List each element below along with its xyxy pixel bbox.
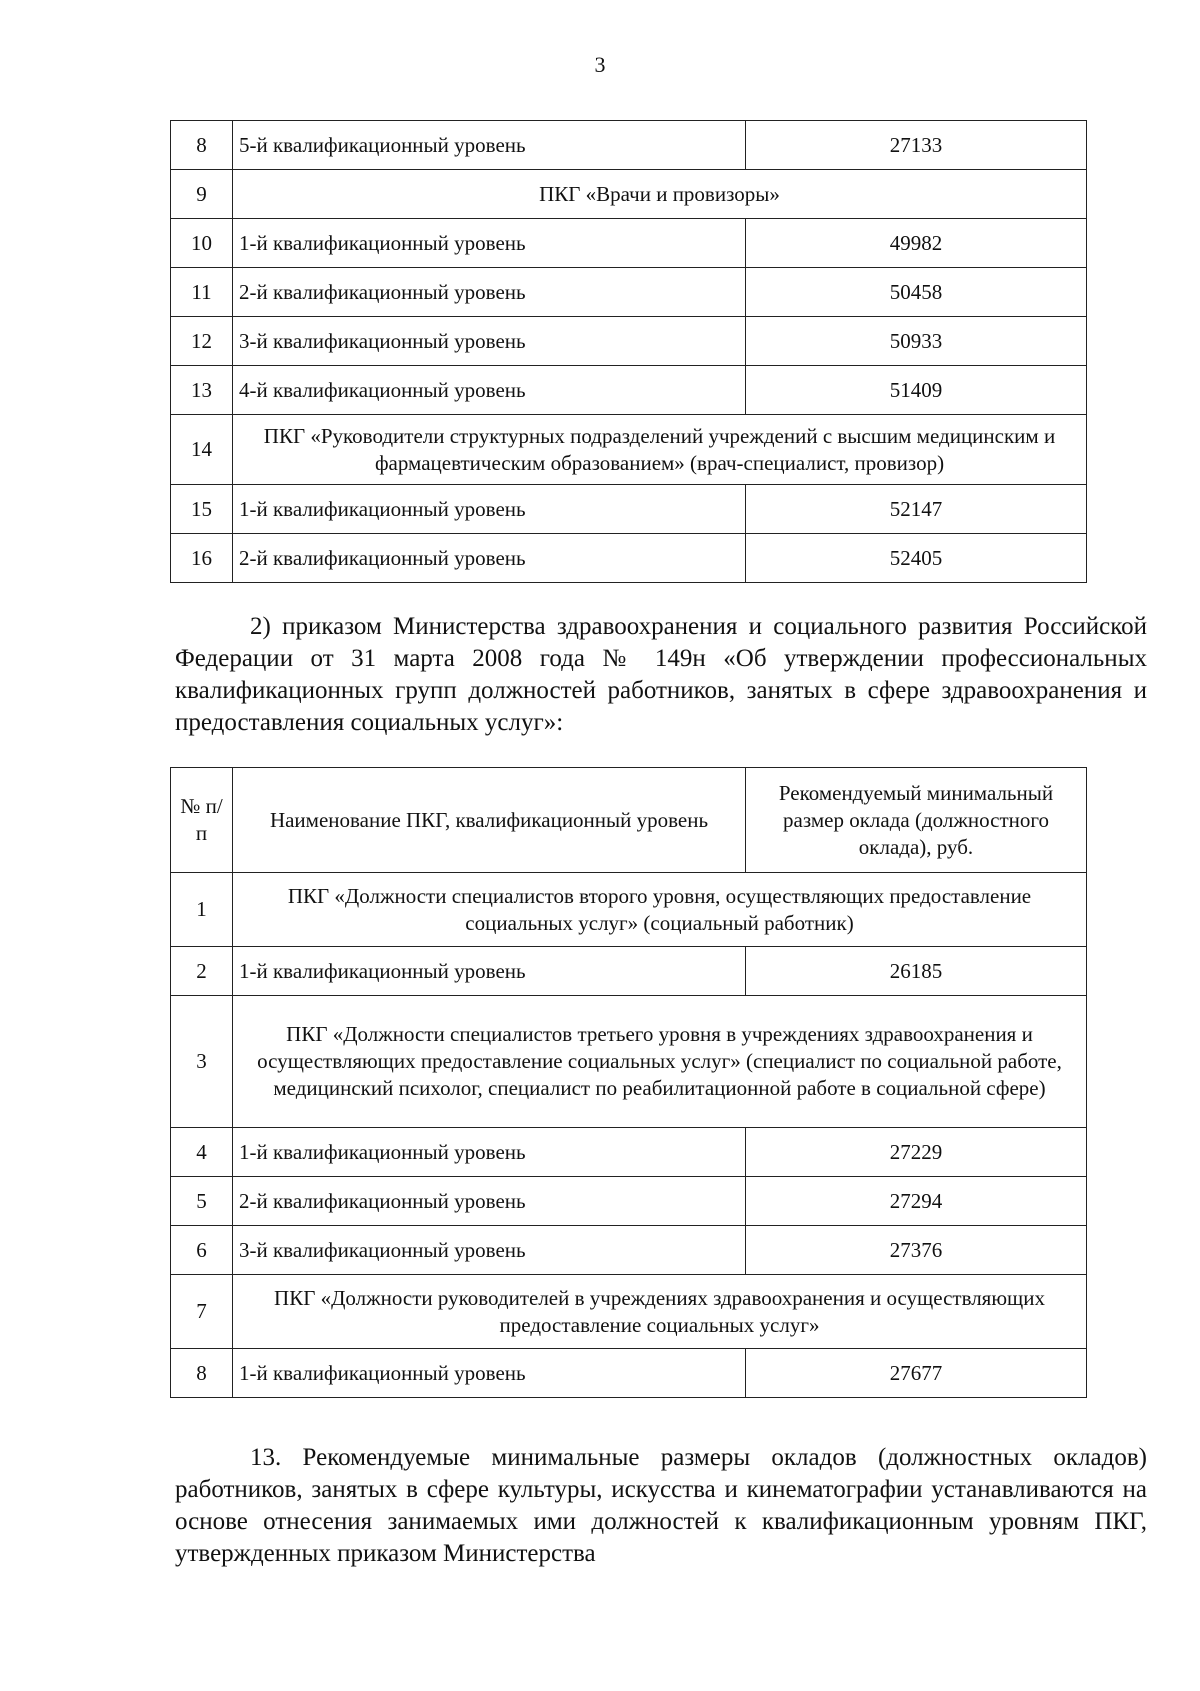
salary-value: 27677 (746, 1349, 1087, 1398)
level-name: 1-й квалификационный уровень (233, 485, 746, 534)
paragraph-order-149n: 2) приказом Министерства здравоохранения и социального развития Российской Федерации от 31 марта 2008 года № 149н «Об утверждении профессиональных квалификационных групп должностей работников, занятых в сфере здравоохранения и предоставления социальных услуг»: (175, 613, 1147, 736)
paragraph-item-13: 13. Рекомендуемые минимальные размеры окладов (должностных окладов) работников, занятых в сфере культуры, искусства и кинематографии устанавливаются на основе отнесения занимаемых ими должностей к квалификационным уровням ПКГ, утвержденных приказом Министерства (175, 1444, 1147, 1567)
salary-value: 52405 (746, 534, 1087, 583)
level-name: 4-й квалификационный уровень (233, 366, 746, 415)
table-row (171, 1275, 1087, 1349)
level-name: 3-й квалификационный уровень (233, 317, 746, 366)
group-name: ПКГ «Должности руководителей в учреждениях здравоохранения и осуществляющих предоставление социальных услуг» (233, 1275, 1087, 1349)
row-number: 11 (171, 268, 233, 317)
salary-value: 26185 (746, 947, 1087, 996)
level-name: 2-й квалификационный уровень (233, 534, 746, 583)
row-number: 1 (171, 873, 233, 947)
row-number: 7 (171, 1275, 233, 1349)
level-name: 1-й квалификационный уровень (233, 1128, 746, 1177)
group-name: ПКГ «Должности специалистов второго уровня, осуществляющих предоставление социальных услуг» (социальный работник) (233, 873, 1087, 947)
salary-value: 27229 (746, 1128, 1087, 1177)
row-number: 15 (171, 485, 233, 534)
header-number: № п/п (171, 768, 233, 873)
page-number: 3 (594, 52, 606, 77)
salary-value: 52147 (746, 485, 1087, 534)
table-row (171, 1177, 1087, 1226)
row-number: 8 (171, 121, 233, 170)
table-row (171, 366, 1087, 415)
salary-table-1 (170, 120, 1087, 583)
row-number: 16 (171, 534, 233, 583)
table-row (171, 1128, 1087, 1177)
table-row (171, 170, 1087, 219)
level-name: 2-й квалификационный уровень (233, 1177, 746, 1226)
row-number: 9 (171, 170, 233, 219)
row-number: 5 (171, 1177, 233, 1226)
table-header-row (171, 768, 1087, 873)
row-number: 3 (171, 996, 233, 1128)
table-row (171, 268, 1087, 317)
table-row (171, 873, 1087, 947)
salary-table-2 (170, 767, 1087, 1398)
row-number: 14 (171, 415, 233, 485)
table-row (171, 219, 1087, 268)
table-row (171, 947, 1087, 996)
salary-value: 27294 (746, 1177, 1087, 1226)
table-row (171, 996, 1087, 1128)
table-row (171, 534, 1087, 583)
salary-value: 50933 (746, 317, 1087, 366)
row-number: 4 (171, 1128, 233, 1177)
table-row (171, 1226, 1087, 1275)
header-name: Наименование ПКГ, квалификационный уровень (233, 768, 746, 873)
row-number: 12 (171, 317, 233, 366)
salary-value: 51409 (746, 366, 1087, 415)
level-name: 1-й квалификационный уровень (233, 1349, 746, 1398)
level-name: 2-й квалификационный уровень (233, 268, 746, 317)
row-number: 13 (171, 366, 233, 415)
salary-value: 50458 (746, 268, 1087, 317)
level-name: 1-й квалификационный уровень (233, 219, 746, 268)
group-name: ПКГ «Врачи и провизоры» (233, 170, 1087, 219)
salary-value: 27376 (746, 1226, 1087, 1275)
level-name: 3-й квалификационный уровень (233, 1226, 746, 1275)
header-value: Рекомендуемый минимальный размер оклада (должностного оклада), руб. (746, 768, 1087, 873)
table-row (171, 121, 1087, 170)
table-row (171, 415, 1087, 485)
row-number: 2 (171, 947, 233, 996)
level-name: 5-й квалификационный уровень (233, 121, 746, 170)
table-row (171, 1349, 1087, 1398)
salary-value: 49982 (746, 219, 1087, 268)
table-row (171, 485, 1087, 534)
row-number: 8 (171, 1349, 233, 1398)
table-row (171, 317, 1087, 366)
group-name: ПКГ «Руководители структурных подразделений учреждений с высшим медицинским и фармацевтическим образованием» (врач-специалист, провизор) (233, 415, 1087, 485)
group-name: ПКГ «Должности специалистов третьего уровня в учреждениях здравоохранения и осуществляющих предоставление социальных услуг» (специалист по социальной работе, медицинский психолог, специалист по реабилитационной работе в социальной сфере) (233, 996, 1087, 1128)
row-number: 10 (171, 219, 233, 268)
level-name: 1-й квалификационный уровень (233, 947, 746, 996)
row-number: 6 (171, 1226, 233, 1275)
salary-value: 27133 (746, 121, 1087, 170)
